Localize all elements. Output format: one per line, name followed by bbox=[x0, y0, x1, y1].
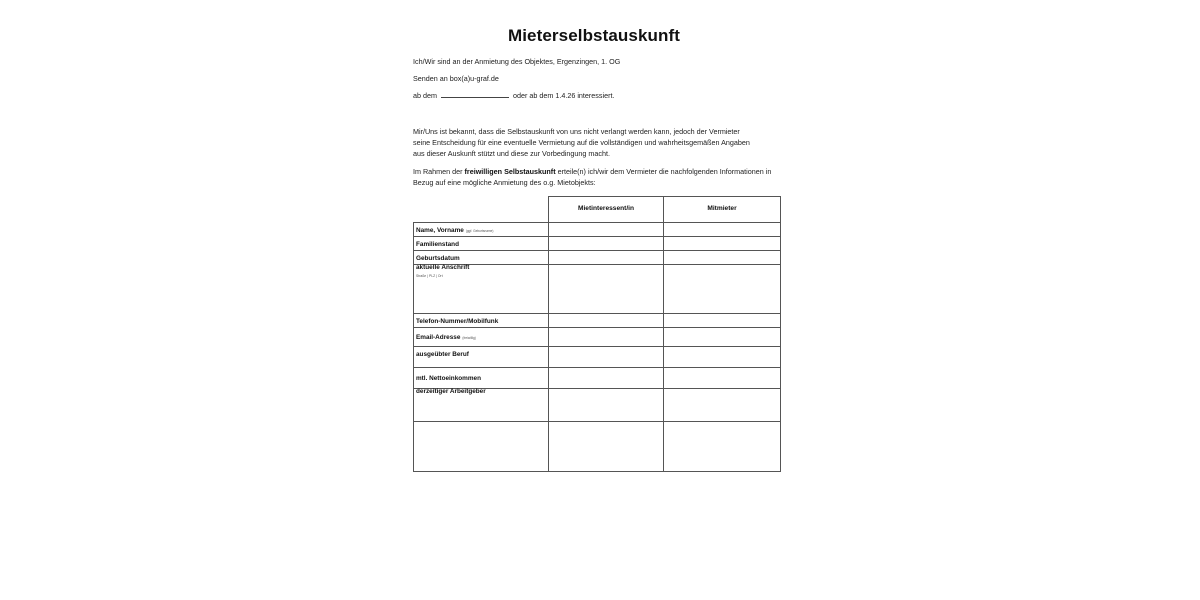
cell-mitmieter-geburtsdatum[interactable] bbox=[664, 251, 780, 264]
cell-mietinteressent-name[interactable] bbox=[549, 223, 663, 236]
date-line-prefix: ab dem bbox=[413, 91, 437, 100]
notice-line-3: aus dieser Auskunft stützt und diese zur Vorbedingung macht. bbox=[413, 149, 610, 158]
notice-line-1: Mir/Uns ist bekannt, dass die Selbstauskunft von uns nicht verlangt werden kann, jedoch der Vermieter bbox=[413, 127, 740, 136]
cell-mietinteressent-anschrift[interactable] bbox=[549, 265, 663, 313]
cell-mietinteressent-telefon[interactable] bbox=[549, 314, 663, 327]
table-border bbox=[548, 196, 781, 197]
row-label-familienstand: Familienstand bbox=[416, 241, 459, 248]
cell-mitmieter-anschrift[interactable] bbox=[664, 265, 780, 313]
row-label-telefon: Telefon-Nummer/Mobilfunk bbox=[416, 318, 499, 325]
cell-mitmieter-arbeitgeber[interactable] bbox=[664, 389, 780, 421]
table-border bbox=[413, 471, 781, 472]
consent-paragraph bbox=[413, 166, 778, 188]
consent-line-1 bbox=[413, 166, 778, 177]
row-label-text: Name, Vorname bbox=[416, 227, 464, 234]
column-header-mietinteressent: Mietinteressent/in bbox=[577, 205, 635, 212]
row-label-nettoeinkommen: mtl. Nettoeinkommen bbox=[416, 375, 481, 382]
consent-text: Im Rahmen der bbox=[413, 167, 465, 176]
row-label-email bbox=[416, 334, 476, 341]
row-sublabel-anschrift: Straße | PLZ | Ort bbox=[416, 274, 443, 278]
cell-mietinteressent-familienstand[interactable] bbox=[549, 237, 663, 250]
column-header-mitmieter: Mitmieter bbox=[707, 205, 737, 212]
row-label-note: (ggf. Geburtsname) bbox=[465, 229, 494, 233]
row-label-text: Email-Adresse bbox=[416, 334, 461, 341]
date-line-suffix: oder ab dem 1.4.26 interessiert. bbox=[512, 91, 615, 100]
cell-extra-label[interactable] bbox=[414, 422, 548, 471]
cell-mitmieter-familienstand[interactable] bbox=[664, 237, 780, 250]
cell-mietinteressent-geburtsdatum[interactable] bbox=[549, 251, 663, 264]
cell-mietinteressent-beruf[interactable] bbox=[549, 347, 663, 367]
cell-mitmieter-name[interactable] bbox=[664, 223, 780, 236]
table-border bbox=[780, 196, 781, 472]
cell-mitmieter-beruf[interactable] bbox=[664, 347, 780, 367]
consent-text-cont: erteile(n) ich/wir dem Vermieter die nachfolgenden Informationen in bbox=[555, 167, 772, 176]
row-label-anschrift: aktuelle Anschrift bbox=[416, 264, 470, 271]
intro-line-object: Ich/Wir sind an der Anmietung des Objektes, Ergenzingen, 1. OG bbox=[413, 57, 621, 66]
date-line bbox=[413, 90, 614, 101]
cell-mitmieter-nettoeinkommen[interactable] bbox=[664, 368, 780, 388]
cell-mietinteressent-extra[interactable] bbox=[549, 422, 663, 471]
row-label-arbeitgeber: derzeitiger Arbeitgeber bbox=[416, 388, 486, 395]
row-label-note: (freiwillig) bbox=[462, 336, 476, 340]
cell-mietinteressent-email[interactable] bbox=[549, 328, 663, 346]
page-title: Mieterselbstauskunft bbox=[507, 26, 681, 45]
cell-mitmieter-extra[interactable] bbox=[664, 422, 780, 471]
cell-mietinteressent-arbeitgeber[interactable] bbox=[549, 389, 663, 421]
row-label-name bbox=[416, 227, 493, 234]
consent-line-2: Bezug auf eine mögliche Anmietung des o.g. Mietobjekts: bbox=[413, 178, 596, 187]
date-blank-field[interactable] bbox=[441, 90, 509, 98]
cell-mitmieter-telefon[interactable] bbox=[664, 314, 780, 327]
intro-line-send-to: Senden an box(a)u-graf.de bbox=[413, 74, 499, 83]
consent-bold-text: freiwilligen Selbstauskunft bbox=[464, 167, 556, 176]
row-label-geburtsdatum: Geburtsdatum bbox=[416, 255, 460, 262]
row-label-beruf: ausgeübter Beruf bbox=[416, 351, 469, 358]
cell-mietinteressent-nettoeinkommen[interactable] bbox=[549, 368, 663, 388]
notice-paragraph bbox=[413, 126, 778, 159]
cell-mitmieter-email[interactable] bbox=[664, 328, 780, 346]
notice-line-2: seine Entscheidung für eine eventuelle Vermietung auf die vollständigen und wahrheitsgemäßen Angaben bbox=[413, 138, 750, 147]
